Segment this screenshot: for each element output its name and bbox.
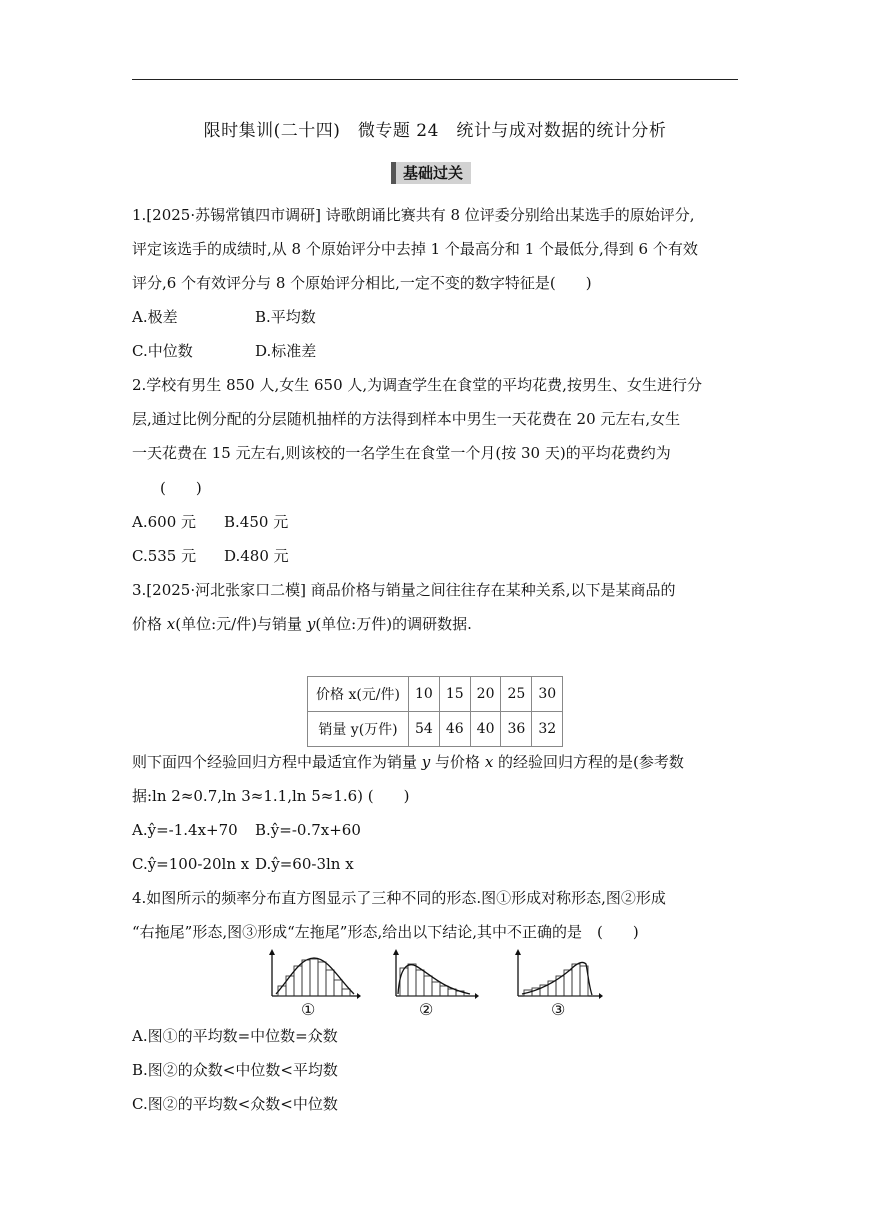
table-cell: 36: [501, 712, 532, 747]
table-cell: 30: [532, 677, 563, 712]
q2-line-4: ( ): [160, 479, 202, 497]
q4-line-1: 4.如图所示的频率分布直方图显示了三种不同的形态.图①形成对称形态,图②形成: [132, 889, 666, 907]
figure-label-2: ②: [419, 1000, 434, 1019]
price-sales-table: [307, 676, 563, 747]
q3-option-c: C.ŷ=100-20ln x: [132, 855, 250, 873]
q3-line-2: 价格 x(单位:元/件)与销量 y(单位:万件)的调研数据.: [132, 615, 472, 633]
histogram-right-tail: [390, 948, 480, 1000]
q1-option-b: B.平均数: [255, 308, 316, 326]
table-cell: 25: [501, 677, 532, 712]
q1-option-c: C.中位数: [132, 342, 193, 360]
q2-option-b: B.450 元: [224, 513, 289, 531]
table-cell: 10: [409, 677, 440, 712]
table-row: [308, 677, 563, 712]
q1-line-1: 1.[2025·苏锡常镇四市调研] 诗歌朗诵比赛共有 8 位评委分别给出某选手的原始评分,: [132, 206, 695, 224]
q2-line-3: 一天花费在 15 元左右,则该校的一名学生在食堂一个月(按 30 天)的平均花费约为: [132, 444, 671, 462]
table-row: [308, 712, 563, 747]
table-row-label: 价格 x(元/件): [308, 677, 409, 712]
table-cell: 46: [439, 712, 470, 747]
q4-option-a: A.图①的平均数=中位数=众数: [132, 1027, 338, 1045]
q2-option-d: D.480 元: [224, 547, 289, 565]
histogram-symmetric: [266, 948, 362, 1000]
table-row-label: 销量 y(万件): [308, 712, 409, 747]
q1-option-d: D.标准差: [255, 342, 317, 360]
table-cell: 40: [470, 712, 501, 747]
figure-label-1: ①: [301, 1000, 316, 1019]
q3-line-4: 据:ln 2≈0.7,ln 3≈1.1,ln 5≈1.6) ( ): [132, 787, 410, 805]
histogram-left-tail: [512, 948, 604, 1000]
q2-option-c: C.535 元: [132, 547, 197, 565]
table-cell: 20: [470, 677, 501, 712]
figure-label-3: ③: [551, 1000, 566, 1019]
q2-line-1: 2.学校有男生 850 人,女生 650 人,为调查学生在食堂的平均花费,按男生、女生进行分: [132, 376, 702, 394]
table-cell: 32: [532, 712, 563, 747]
q2-line-2: 层,通过比例分配的分层随机抽样的方法得到样本中男生一天花费在 20 元左右,女生: [132, 410, 681, 428]
q3-option-b: B.ŷ=-0.7x+60: [255, 821, 361, 839]
q1-option-a: A.极差: [132, 308, 178, 326]
table-cell: 15: [439, 677, 470, 712]
q3-option-a: A.ŷ=-1.4x+70: [132, 821, 238, 839]
q4-option-c: C.图②的平均数<众数<中位数: [132, 1095, 338, 1113]
q3-line-1: 3.[2025·河北张家口二模] 商品价格与销量之间往往存在某种关系,以下是某商品的: [132, 581, 676, 599]
q3-line-3: 则下面四个经验回归方程中最适宜作为销量 y 与价格 x 的经验回归方程的是(参考数: [132, 753, 684, 771]
q3-option-d: D.ŷ=60-3ln x: [255, 855, 354, 873]
table-cell: 54: [409, 712, 440, 747]
q2-option-a: A.600 元: [132, 513, 196, 531]
q4-line-2: “右拖尾”形态,图③形成“左拖尾”形态,给出以下结论,其中不正确的是 ( ): [132, 923, 639, 941]
q1-line-2: 评定该选手的成绩时,从 8 个原始评分中去掉 1 个最高分和 1 个最低分,得到 6 个有效: [132, 240, 698, 258]
q1-line-3: 评分,6 个有效评分与 8 个原始评分相比,一定不变的数字特征是( ): [132, 274, 592, 292]
page-title: 限时集训(二十四) 微专题 24 统计与成对数据的统计分析: [203, 121, 667, 141]
q4-option-b: B.图②的众数<中位数<平均数: [132, 1061, 338, 1079]
section-badge: 基础过关: [391, 162, 471, 184]
top-rule: [132, 79, 738, 80]
